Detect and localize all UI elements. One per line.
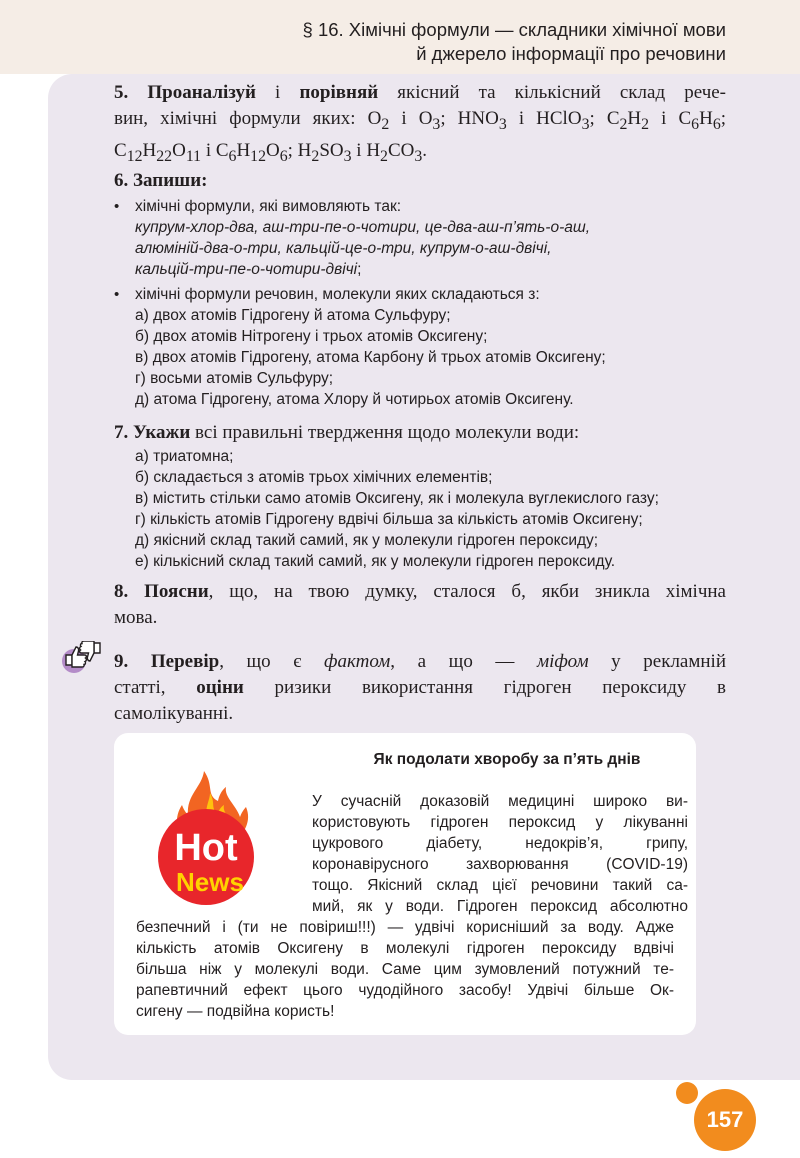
task-9-verb-evaluate: оціни [196, 677, 244, 698]
task-6-number: 6. [114, 170, 129, 191]
task-9-text-1: , що є [219, 651, 325, 672]
task-6-formula-names-1: купрум-хлор-два, аш-три-пе-о-чотири, це-два-аш-п’ять-о-аш, [135, 219, 591, 236]
article-line-10: рапевтичний ефект цього чудодійного засобу! Удвічі більше Ок- [136, 982, 674, 999]
task-8-text: , що, на твою думку, сталося б, якби зникла хімічна [208, 581, 726, 602]
article-title: Як подолати хворобу за п’ять днів [373, 751, 641, 768]
task-7-item-d: г) кількість атомів Гідрогену вдвічі більша за кількість атомів Оксигену; [135, 511, 643, 528]
bullet-dot: • [114, 286, 120, 303]
article-line-1: У сучасній доказовій медицині широко ви- [312, 793, 688, 810]
task-7-item-c: в) містить стільки само атомів Оксигену, як і молекула вуглекислого газу; [135, 490, 659, 507]
task-6-bullet-2-intro: хімічні формули речовин, молекули яких складаються з: [135, 286, 540, 303]
section-header-line1: § 16. Хімічні формули — складники хімічної мови [302, 19, 726, 40]
page-number-decor-dot [676, 1082, 698, 1104]
task-6-bullet-1: • хімічні формули, які вимовляють так: купрум-хлор-два, аш-три-пе-о-чотири, це-два-аш-п’ять-о-аш, алюміній-два-о-три, кальцій-це-о-три, купрум-о-аш-двічі, кальцій-три-пе-о-чотири-двічі; [114, 196, 726, 280]
task-6-item-d: г) восьми атомів Сульфуру; [135, 370, 334, 387]
article-body-right [312, 791, 688, 917]
article-line-3: цукрового діабету, недокрів’я, грипу, [312, 835, 688, 852]
article-line-7: безпечний і (ти не повіриш!!!) — удвічі корисніший за воду. Адже [136, 919, 674, 936]
task-7-number: 7. [114, 422, 129, 443]
task-7-text: всі правильні твердження щодо молекули води: [190, 422, 580, 443]
task-5-formulas-line1: вин, хімічні формули яких: $O_2$ і $O_3$; $HNO_3$ і HClO$_3$; $C_2H_2$ і $C_6H_6$; [114, 108, 727, 133]
article-body-full [136, 917, 674, 1022]
task-7-item-e: д) якісний склад такий самий, як у молекули гідроген пероксиду; [135, 532, 599, 549]
task-8-number: 8. [114, 581, 129, 602]
task-9-number: 9. [114, 651, 129, 672]
task-5-text: якісний та кількісний склад рече- [378, 82, 727, 103]
task-7-verb: Укажи [133, 422, 191, 443]
task-6-item-e: д) атома Гідрогену, атома Хлору й чотирьох атомів Оксигену. [135, 391, 574, 408]
task-9-fact: фактом [324, 651, 391, 672]
task-7-item-b: б) складається з атомів трьох хімічних елементів; [135, 469, 493, 486]
task-5-formulas-line2: $C_{12}H_{22}O_{11}$ і $C_6H_{12}O_6$; $H_2SO_3$ і $H_2CO_3$. [114, 139, 428, 165]
logo-news-text: News [176, 867, 244, 897]
article-line-4: коронавірусного захворювання (COVID-19) [312, 856, 688, 873]
task-9 [114, 649, 726, 727]
task-8-verb: Поясни [144, 581, 209, 602]
task-9-text-2: , а що — [390, 651, 538, 672]
task-8-text-line2: мова. [114, 607, 158, 628]
task-6-item-c: в) двох атомів Гідрогену, атома Карбону й трьох атомів Оксигену; [135, 349, 606, 366]
task-5-verb-analyze: Проаналізуй [147, 82, 256, 103]
task-8 [114, 579, 726, 631]
task-7-item-f: е) кількісний склад такий самий, як у молекули гідроген пероксиду. [135, 553, 616, 570]
task-6-title: Запиши: [133, 170, 208, 191]
page-number: 157 [694, 1089, 756, 1151]
article-line-9: більша ніж у молекулі води. Саме цим зумовлений потужний те- [136, 961, 674, 978]
task-9-text-3: у рекламній [588, 651, 727, 672]
article-line-5: тощо. Якісний склад цієї речовини такий са- [312, 877, 688, 894]
task-6-bullet-1-intro: хімічні формули, які вимовляють так: [135, 198, 402, 215]
task-9-text-4: статті, [114, 677, 197, 698]
task-5-number: 5. [114, 82, 129, 103]
section-header-line2: й джерело інформації про речовини [416, 43, 726, 64]
task-5-verb-compare: порівняй [299, 82, 379, 103]
task-7-list [135, 446, 735, 572]
task-6-item-b: б) двох атомів Нітрогену і трьох атомів Оксигену; [135, 328, 488, 345]
task-6-heading [114, 168, 726, 194]
task-7-heading [114, 420, 726, 446]
task-9-verb-check: Перевір [150, 651, 220, 672]
article-line-6: мий, як у води. Гідроген пероксид абсолютно [312, 898, 688, 915]
task-5-and: і [255, 82, 300, 103]
section-header [303, 18, 726, 66]
task-9-text-5: ризики використання гідроген пероксиду в [243, 677, 727, 698]
article-line-11: сигену — подвійна користь! [136, 1003, 335, 1020]
task-9-myth: міфом [537, 651, 589, 672]
page-number-badge [670, 1076, 762, 1158]
task-6-formula-names-2: алюміній-два-о-три, кальцій-це-о-три, купрум-о-аш-двічі, [135, 240, 552, 257]
fact-myth-thumbs-icon [62, 641, 102, 677]
hot-news-logo [144, 765, 284, 905]
task-5 [114, 80, 726, 170]
task-9-text-6: самолікуванні. [114, 703, 234, 724]
advertisement-article-card [114, 733, 696, 1035]
article-line-8: кількість атомів Оксигену в молекулі гідроген пероксиду вдвічі [136, 940, 674, 957]
logo-hot-text: Hot [174, 827, 238, 869]
task-7-item-a: а) триатомна; [135, 448, 234, 465]
task-6-item-a: а) двох атомів Гідрогену й атома Сульфуру; [135, 307, 451, 324]
bullet-dot: • [114, 198, 120, 215]
article-line-2: користовують гідроген пероксид у лікуванні [312, 814, 688, 831]
task-6-formula-names-3: кальцій-три-пе-о-чотири-двічі [135, 261, 358, 278]
task-6-bullet-2 [114, 284, 726, 410]
